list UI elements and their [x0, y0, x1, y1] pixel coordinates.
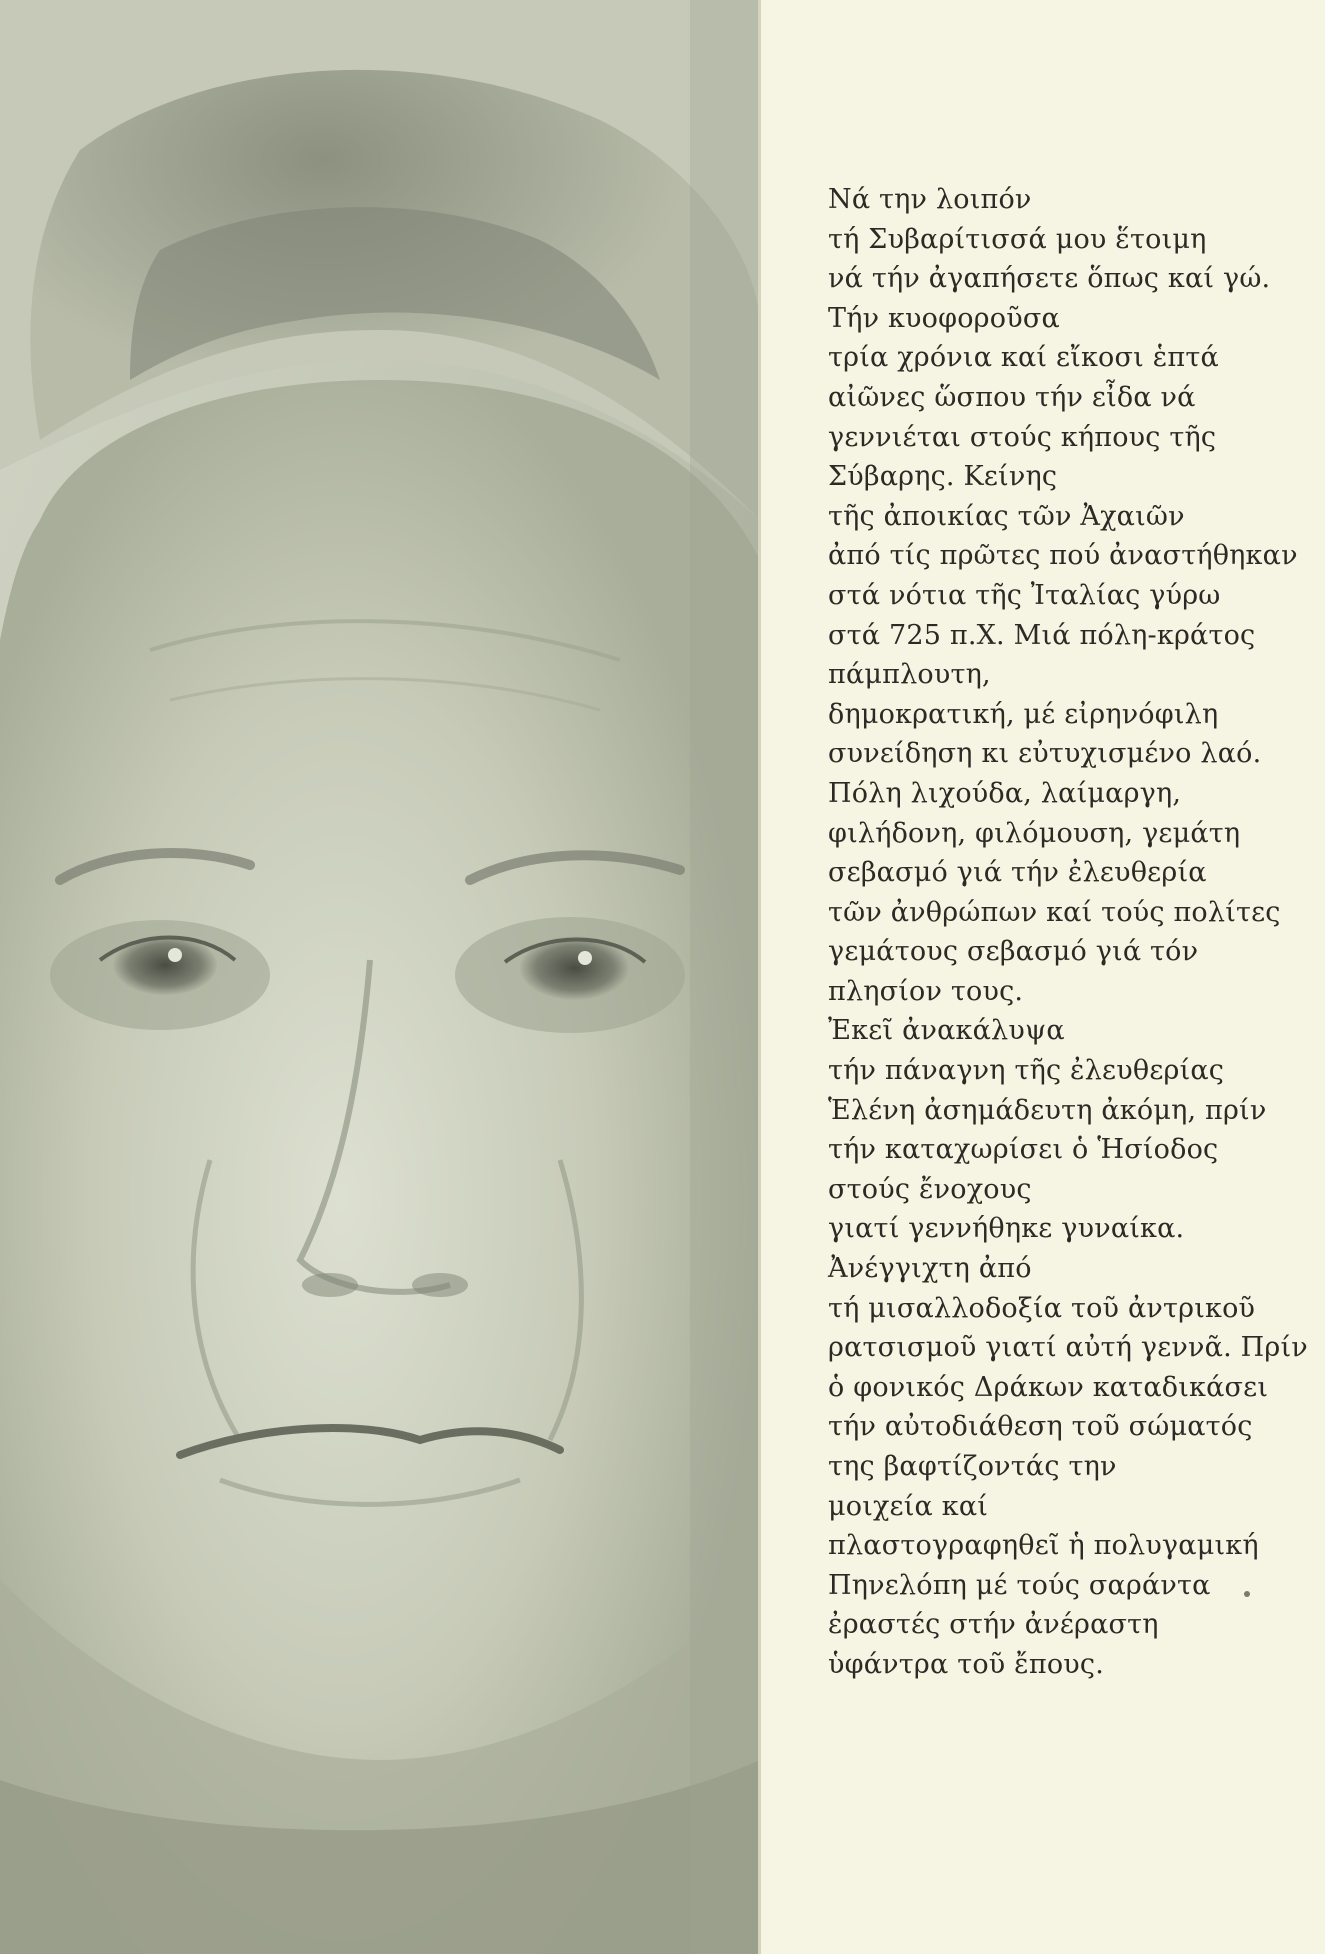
- poem-text: [828, 180, 1318, 1685]
- poem-line: τῶν ἀνθρώπων καί τούς πολίτες: [828, 896, 1281, 928]
- poem-line: στά 725 π.Χ. Μιά πόλη-κράτος: [828, 619, 1256, 651]
- poem-line: ἐραστές στήν ἀνέραστη: [828, 1609, 1159, 1641]
- poem-line: τῆς ἀποικίας τῶν Ἀχαιῶν: [828, 500, 1185, 532]
- poem-line: φιλήδονη, φιλόμουση, γεμάτη: [828, 817, 1241, 849]
- poem-line: Πόλη λιχούδα, λαίμαργη,: [828, 777, 1182, 809]
- poem-line: πλησίον τους.: [828, 975, 1024, 1007]
- poem-line: στούς ἔνοχους: [828, 1173, 1032, 1205]
- poem-line: γεννιέται στούς κήπους τῆς: [828, 421, 1217, 453]
- poem-line: Ἑλένη ἀσημάδευτη ἀκόμη, πρίν: [828, 1094, 1267, 1126]
- poem-line: ρατσισμοῦ γιατί αὐτή γεννᾶ. Πρίν: [828, 1332, 1308, 1364]
- poem-line: Νά την λοιπόν: [828, 184, 1032, 215]
- poem-line: Πηνελόπη μέ τούς σαράντα: [828, 1569, 1211, 1601]
- poem-line: γιατί γεννήθηκε γυναίκα.: [828, 1213, 1185, 1245]
- poem-line: Ἀνέγγιχτη ἀπό: [828, 1253, 1032, 1285]
- poem-line: συνείδηση κι εὐτυχισμένο λαό.: [828, 738, 1262, 770]
- poem-line: νά τήν ἀγαπήσετε ὅπως καί γώ.: [828, 263, 1271, 295]
- poem-line: μοιχεία καί: [828, 1490, 989, 1522]
- poem-line: στά νότια τῆς Ἰταλίας γύρω: [828, 579, 1221, 611]
- poem-line: τρία χρόνια καί εἴκοσι ἑπτά: [828, 342, 1219, 374]
- poem-line: τήν πάναγνη τῆς ἐλευθερίας: [828, 1055, 1225, 1087]
- poem-line: τή μισαλλοδοξία τοῦ ἀντρικοῦ: [828, 1292, 1256, 1324]
- poem-line: τή Συβαρίτισσά μου ἕτοιμη: [828, 223, 1207, 255]
- poem-line: τήν αὐτοδιάθεση τοῦ σώματός: [828, 1411, 1253, 1443]
- poem-line: σεβασμό γιά τήν ἐλευθερία: [828, 857, 1207, 889]
- paper-speck: [1244, 1591, 1250, 1597]
- poem-line: Ἐκεῖ ἀνακάλυψα: [828, 1015, 1065, 1047]
- poem-line: Τήν κυοφοροῦσα: [828, 302, 1060, 334]
- poem-line: πλαστογραφηθεῖ ἡ πολυγαμική: [828, 1530, 1259, 1562]
- poem-line: δημοκρατική, μέ εἰρηνόφιλη: [828, 698, 1219, 730]
- poem-line: Σύβαρης. Κείνης: [828, 461, 1058, 493]
- poem-line: της βαφτίζοντάς την: [828, 1451, 1117, 1482]
- poem-line: ὑφάντρα τοῦ ἔπους.: [828, 1648, 1104, 1680]
- poem-line: γεμάτους σεβασμό γιά τόν: [828, 936, 1199, 968]
- poem-line: τήν καταχωρίσει ὁ Ἡσίοδος: [828, 1134, 1219, 1166]
- poem-line: ὁ φονικός Δράκων καταδικάσει: [828, 1371, 1269, 1403]
- poem-line: αἰῶνες ὥσπου τήν εἶδα νά: [828, 381, 1196, 413]
- poem-line: πάμπλουτη,: [828, 659, 991, 691]
- poem-line: ἀπό τίς πρῶτες πού ἀναστήθηκαν: [828, 540, 1298, 572]
